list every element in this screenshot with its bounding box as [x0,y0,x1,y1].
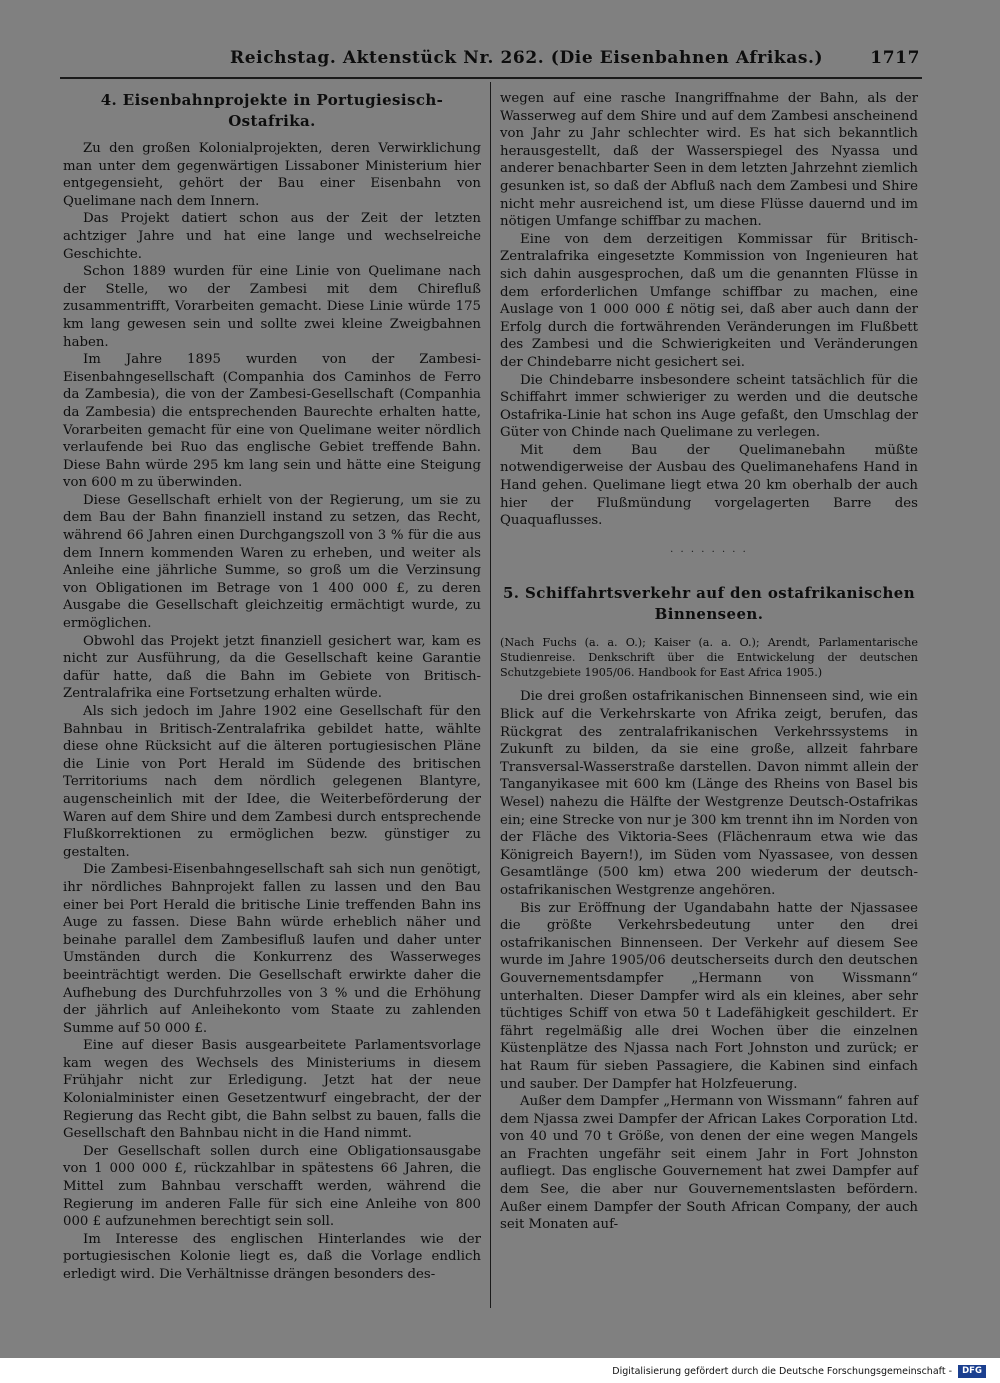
column-rule [490,82,491,1308]
paragraph: Im Interesse des englischen Hinterlandes wie der portugiesischen Kolonie liegt es, daß die Vorlage endlich erledigt wird. Die Verhältnisse drängen besonders des- [63,1231,481,1282]
paragraph: Die Zambesi-Eisenbahngesellschaft sah sich nun genötigt, ihr nördliches Bahnprojekt fallen zu lassen und den Bau einer bei Port Herald die britische Linie treffenden Bahn ins Auge zu fassen. Diese Bahn würde erheblich näher und beinahe parallel dem Zambesifluß laufen und daher unter Umständen durch die Konkurrenz des Wasserweges beeinträchtigt werden. Die Gesellschaft erwirkte daher die Aufhebung des Durchfuhrzolles von 3 % und die Erhöhung der jährlich auf Anleihekonto vom Staate zu zahlenden Summe auf 50 000 £. [63,862,481,1036]
paragraph: Schon 1889 wurden für eine Linie von Quelimane nach der Stelle, wo der Zambesi mit dem Chirefluß zusammentrifft, Vorarbeiten gemacht. Diese Linie würde 175 km lang gewesen sein und sollte zwei kleine Zweigbahnen haben. [63,264,481,350]
section-4-title: 4. Eisenbahnprojekte in Portugiesisch-Ostafrika. [100,91,444,130]
paragraph: Als sich jedoch im Jahre 1902 eine Gesellschaft für den Bahnbau in Britisch-Zentralafrika gebildet hatte, wählte diese ohne Rücksicht auf die älteren portugiesischen Pläne die Linie von Port Herald im Südende des britischen Territoriums nach dem nördlich gelegenen Blantyre, augenscheinlich mit der Idee, die Weiterbeförderung der Waren auf dem Shire und dem Zambesi durch entsprechende Flußkorrektionen zu ermöglichen bezw. günstiger zu gestalten. [63,704,481,860]
section-5-title: 5. Schiffahrtsverkehr auf den ostafrikanischen Binnenseen. [502,584,916,624]
paragraph: Das Projekt datiert schon aus der Zeit der letzten achtziger Jahre und hat eine lange und wechselreiche Geschichte. [63,211,481,262]
paragraph: Diese Gesellschaft erhielt von der Regierung, um sie zu dem Bau der Bahn finanziell instand zu setzen, das Recht, während 66 Jahren einen Durchgangszoll von 3 % für die aus dem Innern kommenden Waren zu erheben, und weiter als Anleihe eine jährliche Summe, so groß um die Verzinsung von Obligationen im Betrage von 1 400 000 £, zu deren Ausgabe die Gesellschaft gleichzeitig ermächtigt wurde, zu ermöglichen. [63,492,481,632]
sources-note: (Nach Fuchs (a. a. O.); Kaiser (a. a. O.); Arendt, Parlamentarische Studienreise. Denkschrift über die Entwickelung der deutschen Schutzgebiete 1905/06. Handbook for East Africa 1905.) [500,636,918,680]
paragraph: Mit dem Bau der Quelimanebahn müßte notwendigerweise der Ausbau des Quelimanehafens Hand in Hand gehen. Quelimane liegt etwa 20 km oberhalb der auch hier der Flußmündung vorgelagerten Barre des Quaquaflusses. [500,442,918,529]
paragraph-continuation: wegen auf eine rasche Inangriffnahme der Bahn, als der Wasserweg auf dem Shire und auf dem Zambesi anscheinend von Jahr zu Jahr schlechter wird. Es hat sich bekanntlich herausgestellt, daß der Wasserspiegel des Nyassa und anderer benachbarter Seen in dem letzten Jahrzehnt ziemlich gesunken ist, so daß der Abfluß nach dem Zambesi und Shire nicht mehr ausreichend ist, um diese Flüsse dauernd und im nötigen Umfange schiffbar zu machen. [500,91,918,230]
paragraph: Eine von dem derzeitigen Kommissar für Britisch-Zentralafrika eingesetzte Kommission von Ingenieuren hat sich dahin ausgesprochen, daß um die genannten Flüsse in dem erforderlichen Umfange schiffbar zu machen, eine Auslage von 1 000 000 £ nötig sei, daß aber auch dann der Erfolg durch die fortwährenden Veränderungen im Flußbett des Zambesi und die Schwierigkeiten und Veränderungen der Chindebarre nicht gesichert sei. [500,231,918,370]
section-separator: · · · · · · · · [670,546,748,558]
paragraph: Der Gesellschaft sollen durch eine Obligationsausgabe von 1 000 000 £, rückzahlbar in spätestens 66 Jahren, die Mittel zum Bahnbau verschafft werden, während die Regierung im anderen Falle für sich eine Anleihe von 800 000 £ aufzunehmen berechtigt sein soll. [63,1143,481,1230]
paragraph: Obwohl das Projekt jetzt finanziell gesichert war, kam es nicht zur Ausführung, da die Gesellschaft keine Garantie dafür hatte, daß die Bahn im Gebiete von Britisch-Zentralafrika eine Fortsetzung erhalten würde. [63,633,481,702]
paragraph: Eine auf dieser Basis ausgearbeitete Parlamentsvorlage kam wegen des Wechsels des Ministeriums in diesem Frühjahr nicht zur Erledigung. Jetzt hat der neue Kolonialminister einen Gesetzentwurf eingebracht, der der Regierung das Recht gibt, die Bahn selbst zu bauen, falls die Gesellschaft den Bahnbau nicht in die Hand nimmt. [63,1038,481,1142]
paragraph: Die drei großen ostafrikanischen Binnenseen sind, wie ein Blick auf die Verkehrskarte von Afrika zeigt, berufen, das Rückgrat des zentralafrikanischen Verkehrssystems in Zukunft zu bilden, da sie eine große, allzeit fahrbare Transversal-Wasserstraße darstellen. Davon nimmt allein der Tanganyikasee mit 600 km (Länge des Rheins von Basel bis Wesel) nahezu die Hälfte der Westgrenze Deutsch-Ostafrikas ein; eine Strecke von nur je 300 km trennt ihn im Norden von der Fläche des Viktoria-Sees (Flächenraum etwa wie das Königreich Bayern!), im Süden vom Nyassasee, von dessen Gesamtlänge (500 km) etwa 200 wiederum der deutsch-ostafrikanischen Westgrenze angehören. [500,689,918,898]
dfg-logo: DFG [958,1365,986,1378]
paragraph: Bis zur Eröffnung der Ugandabahn hatte der Njassasee die größte Verkehrsbedeutung unter den drei ostafrikanischen Binnenseen. Der Verkehr auf diesem See wurde im Jahre 1905/06 deutscherseits durch den deutschen Gouvernementsdampfer „Hermann von Wissmann“ unterhalten. Dieser Dampfer wird als ein kleines, aber sehr tüchtiges Schiff von etwa 50 t Ladefähigkeit geschildert. Er fährt regelmäßig alle drei Wochen über die einzelnen Küstenplätze des Njassa nach Fort Johnston und zurück; er hat Raum für sieben Passagiere, die Kabinen sind einfach und sauber. Der Dampfer hat Holzfeuerung. [500,900,918,1092]
running-header [230,48,920,74]
paragraph: Außer dem Dampfer „Hermann von Wissmann“ fahren auf dem Njassa zwei Dampfer der African Lakes Corporation Ltd. von 40 und 70 t Größe, von denen der eine wegen Mangels an Frachten ungefähr seit einem Jahr in Fort Johnston aufliegt. Das englische Gouvernement hat zwei Dampfer auf dem See, die aber nur Gouvernementslasten befördern. Außer einem Dampfer der South African Company, der auch seit Monaten auf- [500,1094,918,1233]
digitization-footer [0,1362,1000,1383]
paragraph: Im Jahre 1895 wurden von der Zambesi-Eisenbahngesellschaft (Companhia dos Caminhos de Ferro da Zambesia), die von der Zambesi-Gesellschaft (Companhia da Zambesia) die entsprechenden Baurechte erhalten hatte, Vorarbeiten gemacht für eine von Quelimane weiter nördlich verlaufende bei Ruo das englische Gebiet treffende Bahn. Diese Bahn würde 295 km lang sein und hätte eine Steigung von 600 m zu überwinden. [63,352,481,491]
funding-credit: Digitalisierung gefördert durch die Deutsche Forschungsgemeinschaft - [612,1366,952,1377]
left-column [63,90,481,1284]
paragraph: Zu den großen Kolonialprojekten, deren Verwirklichung man unter dem gegenwärtigen Lissaboner Ministerium hier entgegensieht, gehört der Bau einer Eisenbahn von Quelimane nach dem Innern. [63,141,481,209]
header-rule [60,77,922,79]
running-title: Reichstag. Aktenstück Nr. 262. (Die Eisenbahnen Afrikas.) [230,48,824,68]
paragraph: Die Chindebarre insbesondere scheint tatsächlich für die Schiffahrt immer schwieriger zu werden und die deutsche Ostafrika-Linie hat schon ins Auge gefaßt, den Umschlag der Güter von Chinde nach Quelimane zu verlegen. [500,372,918,441]
right-column [500,90,918,1234]
page-number: 1717 [870,48,920,68]
